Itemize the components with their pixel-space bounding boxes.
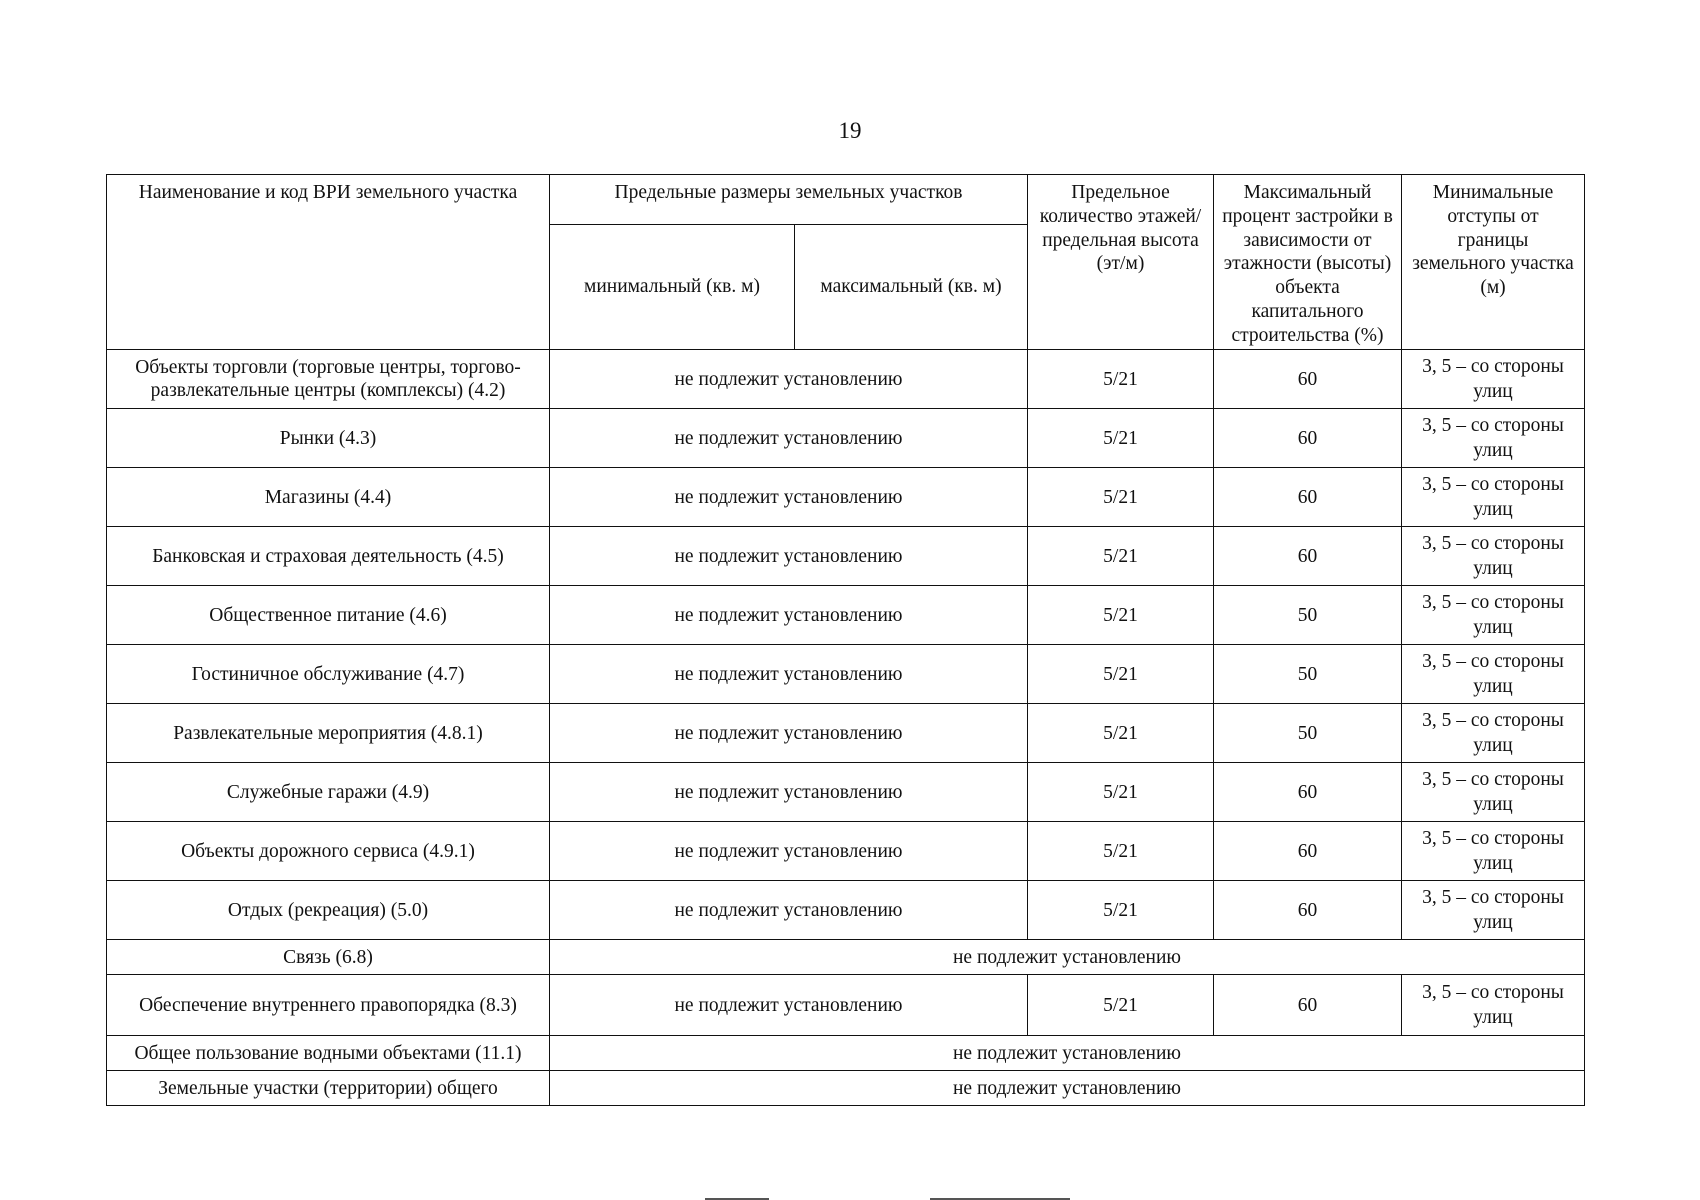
row-sizes: не подлежит установлению [550, 645, 1028, 704]
row-merged-value: не подлежит установлению [550, 1036, 1585, 1071]
row-setbacks: 3, 5 – со стороны улиц [1402, 763, 1585, 822]
row-sizes: не подлежит установлению [550, 350, 1028, 409]
row-name: Связь (6.8) [107, 940, 550, 975]
row-name: Общее пользование водными объектами (11.1) [107, 1036, 550, 1071]
row-coverage: 50 [1214, 704, 1402, 763]
row-sizes: не подлежит установлению [550, 527, 1028, 586]
table-row [107, 763, 1585, 822]
header-coverage: Максимальный процент застройки в зависимости от этажности (высоты) объекта капитального строительства (%) [1214, 175, 1402, 350]
table-row [107, 822, 1585, 881]
row-name: Рынки (4.3) [107, 409, 550, 468]
row-floors: 5/21 [1028, 350, 1214, 409]
table-row [107, 881, 1585, 940]
regulations-table-wrapper [106, 174, 1584, 1106]
table-row-common [107, 1071, 1585, 1106]
table-row-order [107, 975, 1585, 1036]
table-row [107, 704, 1585, 763]
header-setbacks: Минимальные отступы от границы земельного участка (м) [1402, 175, 1585, 350]
row-floors: 5/21 [1028, 409, 1214, 468]
row-floors: 5/21 [1028, 586, 1214, 645]
row-floors: 5/21 [1028, 704, 1214, 763]
row-name: Объекты дорожного сервиса (4.9.1) [107, 822, 550, 881]
row-setbacks: 3, 5 – со стороны улиц [1402, 527, 1585, 586]
row-setbacks: 3, 5 – со стороны улиц [1402, 645, 1585, 704]
row-name: Земельные участки (территории) общего [107, 1071, 550, 1106]
row-name: Служебные гаражи (4.9) [107, 763, 550, 822]
page-number: 19 [838, 118, 862, 143]
row-name: Обеспечение внутреннего правопорядка (8.3) [107, 975, 550, 1036]
row-name: Отдых (рекреация) (5.0) [107, 881, 550, 940]
row-floors: 5/21 [1028, 527, 1214, 586]
row-floors: 5/21 [1028, 881, 1214, 940]
row-name: Гостиничное обслуживание (4.7) [107, 645, 550, 704]
row-coverage: 50 [1214, 586, 1402, 645]
row-coverage: 60 [1214, 975, 1402, 1036]
row-name: Развлекательные мероприятия (4.8.1) [107, 704, 550, 763]
row-floors: 5/21 [1028, 645, 1214, 704]
row-sizes: не подлежит установлению [550, 763, 1028, 822]
row-setbacks: 3, 5 – со стороны улиц [1402, 409, 1585, 468]
header-min-size: минимальный (кв. м) [550, 224, 795, 349]
header-floors: Предельное количество этажей/ предельная высота (эт/м) [1028, 175, 1214, 350]
row-floors: 5/21 [1028, 975, 1214, 1036]
row-setbacks: 3, 5 – со стороны улиц [1402, 586, 1585, 645]
row-coverage: 60 [1214, 409, 1402, 468]
row-setbacks: 3, 5 – со стороны улиц [1402, 822, 1585, 881]
row-sizes: не подлежит установлению [550, 409, 1028, 468]
row-coverage: 60 [1214, 350, 1402, 409]
row-sizes: не подлежит установлению [550, 468, 1028, 527]
row-coverage: 60 [1214, 763, 1402, 822]
table-row [107, 350, 1585, 409]
table-row [107, 586, 1585, 645]
row-coverage: 50 [1214, 645, 1402, 704]
row-sizes: не подлежит установлению [550, 704, 1028, 763]
row-coverage: 60 [1214, 881, 1402, 940]
header-plot-sizes: Предельные размеры земельных участков [550, 175, 1028, 225]
header-max-size: максимальный (кв. м) [795, 224, 1028, 349]
row-setbacks: 3, 5 – со стороны улиц [1402, 704, 1585, 763]
row-name: Банковская и страховая деятельность (4.5) [107, 527, 550, 586]
row-merged-value: не подлежит установлению [550, 1071, 1585, 1106]
table-row-svyaz [107, 940, 1585, 975]
row-setbacks: 3, 5 – со стороны улиц [1402, 350, 1585, 409]
row-coverage: 60 [1214, 527, 1402, 586]
header-name: Наименование и код ВРИ земельного участка [107, 175, 550, 350]
table-row [107, 468, 1585, 527]
table-header-row [107, 175, 1585, 225]
row-setbacks: 3, 5 – со стороны улиц [1402, 881, 1585, 940]
row-coverage: 60 [1214, 468, 1402, 527]
row-sizes: не подлежит установлению [550, 822, 1028, 881]
row-sizes: не подлежит установлению [550, 881, 1028, 940]
row-floors: 5/21 [1028, 822, 1214, 881]
row-setbacks: 3, 5 – со стороны улиц [1402, 975, 1585, 1036]
row-name: Объекты торговли (торговые центры, торгово-развлекательные центры (комплексы) (4.2) [107, 350, 550, 409]
regulations-table [106, 174, 1585, 1106]
row-sizes: не подлежит установлению [550, 975, 1028, 1036]
row-floors: 5/21 [1028, 763, 1214, 822]
table-row [107, 527, 1585, 586]
row-name: Магазины (4.4) [107, 468, 550, 527]
table-row [107, 645, 1585, 704]
row-setbacks: 3, 5 – со стороны улиц [1402, 468, 1585, 527]
row-coverage: 60 [1214, 822, 1402, 881]
row-merged-value: не подлежит установлению [550, 940, 1585, 975]
table-row-water [107, 1036, 1585, 1071]
table-row [107, 409, 1585, 468]
row-sizes: не подлежит установлению [550, 586, 1028, 645]
row-floors: 5/21 [1028, 468, 1214, 527]
row-name: Общественное питание (4.6) [107, 586, 550, 645]
